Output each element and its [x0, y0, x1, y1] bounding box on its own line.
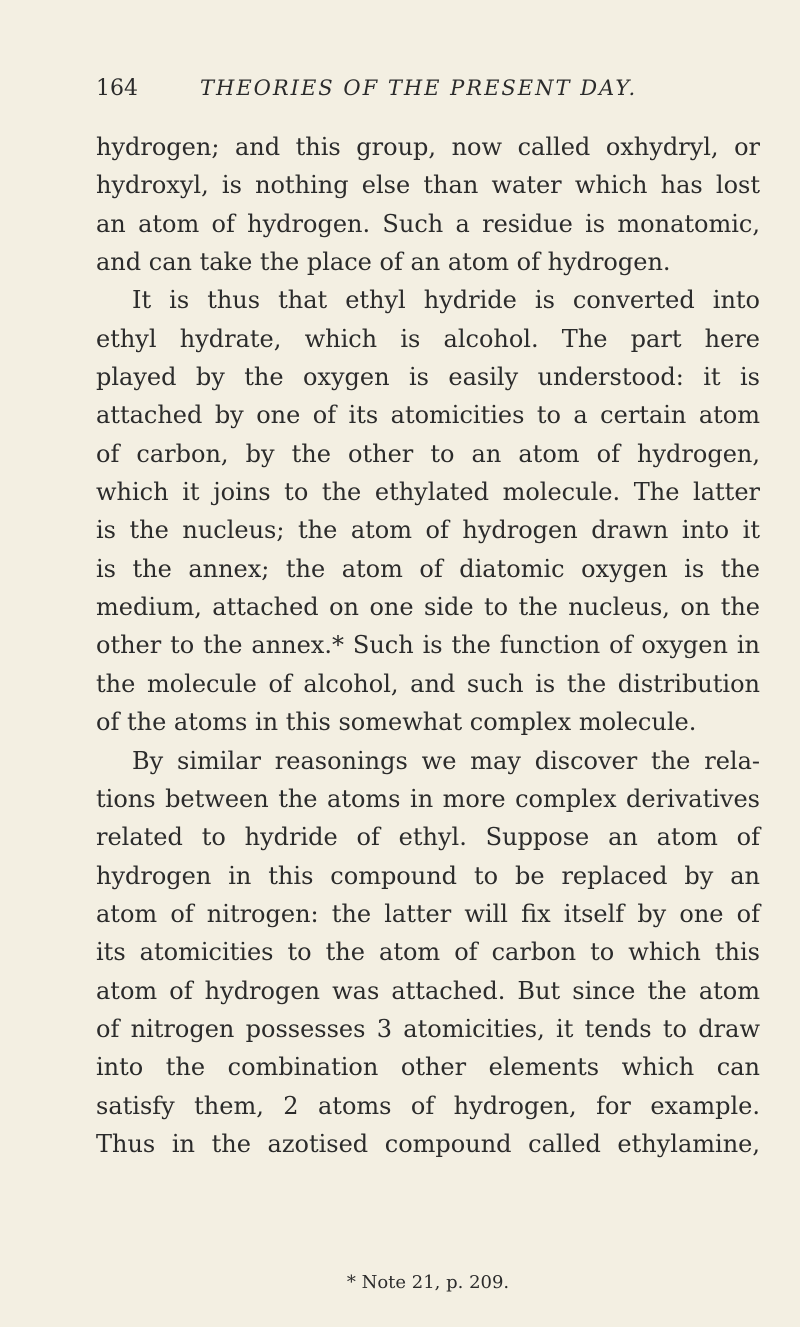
- text-line: atom of hydrogen was attached. But since the atom: [96, 976, 760, 1005]
- text-line: played by the oxygen is easily understood: it is: [96, 363, 760, 392]
- footnote: * Note 21, p. 209.: [346, 1272, 510, 1293]
- text-line: of nitrogen possesses 3 atomicities, it tends to draw: [96, 1014, 760, 1043]
- text-line: of carbon, by the other to an atom of hydrogen,: [96, 439, 760, 468]
- text-line: hydrogen in this compound to be replaced by an: [96, 861, 760, 890]
- text-line: is the annex; the atom of diatomic oxygen is the: [96, 554, 760, 583]
- text-line: attached by one of its atomicities to a certain atom: [96, 401, 760, 430]
- text-line: which it joins to the ethylated molecule. The latter: [96, 478, 760, 507]
- text-line: By similar reasonings we may discover the rela-: [132, 746, 760, 775]
- text-line: Thus in the azotised compound called ethylamine,: [96, 1129, 760, 1158]
- text-line: medium, attached on one side to the nucleus, on the: [96, 593, 760, 622]
- text-line: is the nucleus; the atom of hydrogen drawn into it: [96, 516, 760, 545]
- page-number: 164: [96, 76, 138, 101]
- text-line: the molecule of alcohol, and such is the distribution: [96, 669, 760, 698]
- text-line: other to the annex.* Such is the function of oxygen in: [96, 631, 760, 660]
- text-line: hydroxyl, is nothing else than water which has lost: [96, 171, 760, 200]
- text-line: tions between the atoms in more complex derivatives: [96, 784, 760, 813]
- running-head: THEORIES OF THE PRESENT DAY.: [200, 76, 638, 100]
- text-line: of the atoms in this somewhat complex molecule.: [96, 708, 697, 737]
- text-line: ethyl hydrate, which is alcohol. The part here: [96, 324, 760, 353]
- text-line: related to hydride of ethyl. Suppose an atom of: [96, 823, 760, 852]
- text-line: into the combination other elements which can: [96, 1053, 760, 1082]
- text-line: It is thus that ethyl hydride is converted into: [132, 286, 760, 315]
- text-line: hydrogen; and this group, now called oxhydryl, or: [96, 133, 760, 161]
- body-text: [96, 128, 760, 1163]
- text-line: its atomicities to the atom of carbon to which this: [96, 938, 760, 967]
- page-header: [96, 70, 756, 104]
- text-line: an atom of hydrogen. Such a residue is monatomic,: [96, 209, 760, 238]
- text-line: and can take the place of an atom of hydrogen.: [96, 248, 671, 277]
- text-line: satisfy them, 2 atoms of hydrogen, for example.: [96, 1091, 760, 1120]
- text-line: atom of nitrogen: the latter will fix itself by one of: [96, 899, 760, 928]
